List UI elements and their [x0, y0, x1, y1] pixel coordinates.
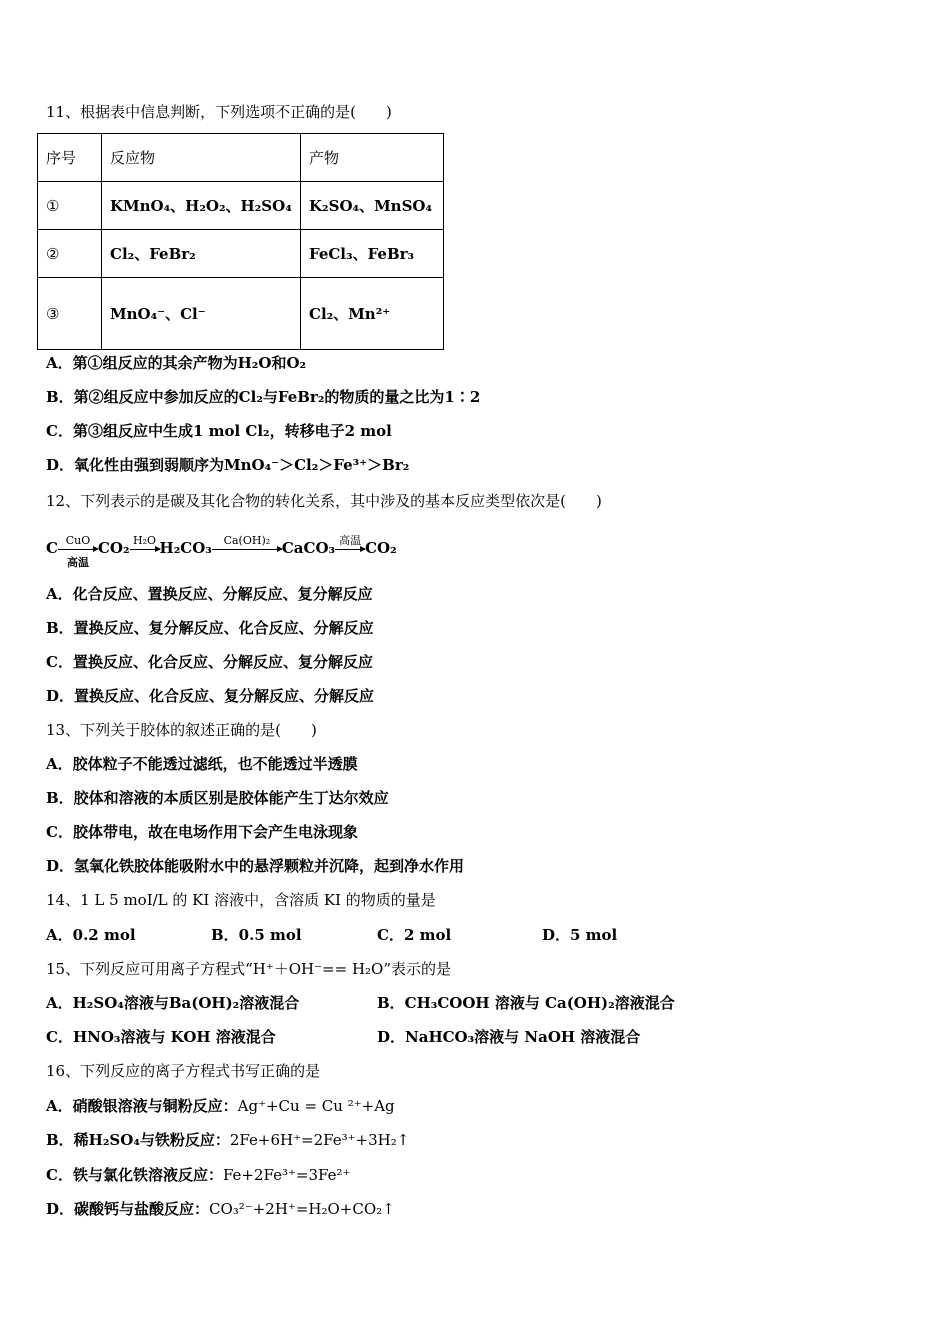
header-index: 序号: [38, 134, 102, 182]
row-reactants: Cl₂、FeBr₂: [102, 230, 301, 278]
header-products: 产物: [301, 134, 444, 182]
q16-option-a-label: A．硝酸银溶液与铜粉反应：: [46, 1097, 238, 1115]
q13-stem: 13、下列关于胶体的叙述正确的是( ): [46, 721, 317, 739]
q11-stem: 11、根据表中信息判断，下列选项不正确的是( ): [46, 103, 392, 121]
q16-option-d-label: D．碳酸钙与盐酸反应：: [46, 1200, 210, 1218]
q16-option-b-label: B．稀H₂SO₄与铁粉反应：: [46, 1131, 230, 1149]
q16-stem: 16、下列反应的离子方程式书写正确的是: [46, 1062, 321, 1080]
row-reactants: KMnO₄、H₂O₂、H₂SO₄: [102, 182, 301, 230]
arrow-label-high-temp: 高温: [66, 555, 89, 569]
q15-option-a: A．H₂SO₄溶液与Ba(OH)₂溶液混合: [46, 994, 300, 1012]
q14-option-d: D．5 mol: [542, 926, 618, 944]
table-row: [38, 230, 444, 278]
arrow-cuo-icon: [58, 533, 98, 569]
q16-option-b: [46, 1130, 409, 1150]
chain-h2co3: H₂CO₃: [159, 539, 212, 557]
table-row: [38, 182, 444, 230]
header-reactants: 反应物: [102, 134, 301, 182]
chain-caco3: CaCO₃: [281, 539, 336, 557]
chain-c: C: [46, 539, 58, 557]
q14-option-c: C．2 mol: [377, 926, 452, 944]
row-reactants: MnO₄⁻、Cl⁻: [102, 278, 301, 350]
q15-option-c: C．HNO₃溶液与 KOH 溶液混合: [46, 1028, 276, 1046]
q12-option-d: D．置换反应、化合反应、复分解反应、分解反应: [46, 687, 375, 705]
chain-co2-final: CO₂: [365, 539, 397, 557]
q16-option-c: [46, 1165, 350, 1185]
q16-option-a-eq: Ag⁺+Cu = Cu ²⁺+Ag: [237, 1097, 395, 1115]
q15-option-d: D．NaHCO₃溶液与 NaOH 溶液混合: [377, 1028, 641, 1046]
q16-option-b-eq: 2Fe+6H⁺=2Fe³⁺+3H₂↑: [229, 1131, 410, 1149]
q13-option-c: C．胶体带电，故在电场作用下会产生电泳现象: [46, 823, 358, 841]
arrow-caoh2-icon: [212, 533, 282, 550]
row-products: Cl₂、Mn²⁺: [301, 278, 444, 350]
arrow-high-temp-icon: [335, 533, 365, 550]
q11-table: [37, 133, 444, 350]
q14-option-b: B．0.5 mol: [211, 926, 302, 944]
q12-option-b: B．置换反应、复分解反应、化合反应、分解反应: [46, 619, 374, 637]
q16-option-c-label: C．铁与氯化铁溶液反应：: [46, 1166, 223, 1184]
q14-stem: 14、1 L 5 moI/L 的 KI 溶液中，含溶质 KI 的物质的量是: [46, 891, 436, 909]
table-row: [38, 278, 444, 350]
row-index: ③: [38, 278, 102, 350]
q16-option-c-eq: Fe+2Fe³⁺=3Fe²⁺: [222, 1166, 351, 1184]
q16-option-d: [46, 1199, 395, 1219]
q13-option-a: A．胶体粒子不能透过滤纸，也不能透过半透膜: [46, 755, 358, 773]
q15-stem: 15、下列反应可用离子方程式“H⁺＋OH⁻== H₂O”表示的是: [46, 960, 452, 978]
row-products: FeCl₃、FeBr₃: [301, 230, 444, 278]
q16-option-a: [46, 1096, 395, 1116]
q13-option-d: D．氢氧化铁胶体能吸附水中的悬浮颗粒并沉降，起到净水作用: [46, 857, 465, 875]
row-products: K₂SO₄、MnSO₄: [301, 182, 444, 230]
q13-option-b: B．胶体和溶液的本质区别是胶体能产生丁达尔效应: [46, 789, 389, 807]
row-index: ②: [38, 230, 102, 278]
table-header-row: [38, 134, 444, 182]
q12-stem: 12、下列表示的是碳及其化合物的转化关系，其中涉及的基本反应类型依次是( ): [46, 492, 602, 510]
q15-option-b: B．CH₃COOH 溶液与 Ca(OH)₂溶液混合: [377, 994, 675, 1012]
arrow-label-cuo: CuO: [65, 533, 91, 547]
chain-co2: CO₂: [97, 539, 130, 557]
q12-option-a: A．化合反应、置换反应、分解反应、复分解反应: [46, 585, 373, 603]
q11-option-c: C．第③组反应中生成1 mol Cl₂，转移电子2 mol: [46, 422, 392, 440]
q11-option-b: B．第②组反应中参加反应的Cl₂与FeBr₂的物质的量之比为1∶2: [46, 388, 481, 406]
q12-reaction-chain: [46, 533, 397, 569]
arrow-label-caoh2: Ca(OH)₂: [223, 533, 271, 547]
q12-option-c: C．置换反应、化合反应、分解反应、复分解反应: [46, 653, 373, 671]
arrow-label-high-temp-2: 高温: [339, 533, 362, 547]
row-index: ①: [38, 182, 102, 230]
q11-option-a: A．第①组反应的其余产物为H₂O和O₂: [46, 354, 307, 372]
q14-option-a: A．0.2 mol: [46, 926, 136, 944]
arrow-h2o-icon: [130, 533, 160, 550]
arrow-label-h2o: H₂O: [133, 533, 157, 547]
q11-option-d: D．氧化性由强到弱顺序为MnO₄⁻＞Cl₂＞Fe³⁺＞Br₂: [46, 456, 410, 474]
q16-option-d-eq: CO₃²⁻+2H⁺=H₂O+CO₂↑: [209, 1200, 395, 1218]
